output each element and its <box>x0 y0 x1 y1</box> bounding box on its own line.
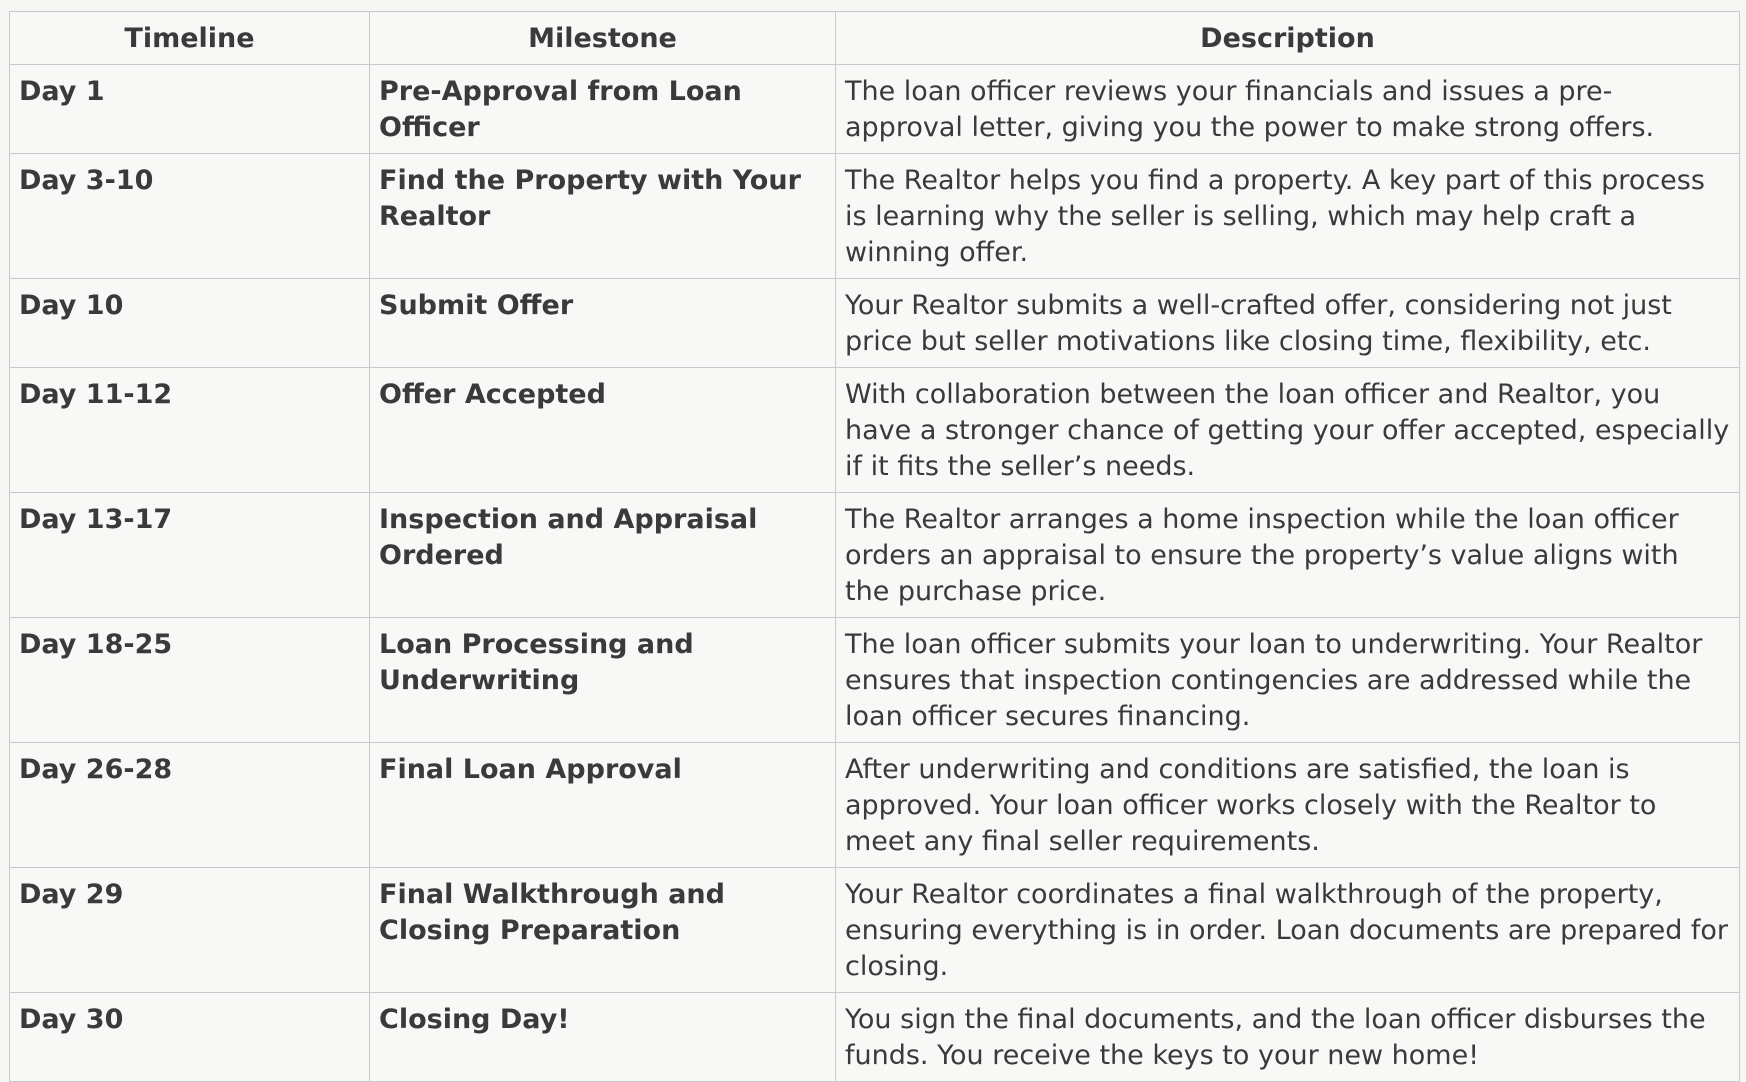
header-description: Description <box>836 12 1740 65</box>
description-cell: Your Realtor coordinates a final walkthrough of the property, ensuring everything is in order. Loan documents are prepared for closing. <box>836 868 1740 993</box>
description-cell: With collaboration between the loan officer and Realtor, you have a stronger chance of getting your offer accepted, especially if it fits the seller’s needs. <box>836 368 1740 493</box>
table-row <box>10 868 1740 993</box>
timeline-cell: Day 26-28 <box>10 743 370 868</box>
description-cell: The loan officer reviews your financials and issues a pre-approval letter, giving you the power to make strong offers. <box>836 65 1740 154</box>
milestone-cell: Final Loan Approval <box>370 743 836 868</box>
description-cell: After underwriting and conditions are satisfied, the loan is approved. Your loan officer works closely with the Realtor to meet any final seller requirements. <box>836 743 1740 868</box>
milestone-cell: Inspection and Appraisal Ordered <box>370 493 836 618</box>
table-row <box>10 279 1740 368</box>
timeline-cell: Day 11-12 <box>10 368 370 493</box>
table-row <box>10 65 1740 154</box>
milestone-cell: Pre-Approval from Loan Officer <box>370 65 836 154</box>
description-cell: The loan officer submits your loan to underwriting. Your Realtor ensures that inspection contingencies are addressed while the loan officer secures financing. <box>836 618 1740 743</box>
table-row <box>10 154 1740 279</box>
milestone-cell: Final Walkthrough and Closing Preparation <box>370 868 836 993</box>
table-body <box>10 65 1740 1082</box>
description-cell: The Realtor helps you find a property. A key part of this process is learning why the seller is selling, which may help craft a winning offer. <box>836 154 1740 279</box>
timeline-cell: Day 1 <box>10 65 370 154</box>
header-milestone: Milestone <box>370 12 836 65</box>
table-header <box>10 12 1740 65</box>
description-cell: The Realtor arranges a home inspection while the loan officer orders an appraisal to ensure the property’s value aligns with the purchase price. <box>836 493 1740 618</box>
milestone-cell: Closing Day! <box>370 993 836 1082</box>
timeline-cell: Day 29 <box>10 868 370 993</box>
header-timeline: Timeline <box>10 12 370 65</box>
timeline-table-container <box>9 11 1739 1082</box>
timeline-cell: Day 13-17 <box>10 493 370 618</box>
milestone-cell: Find the Property with Your Realtor <box>370 154 836 279</box>
table-row <box>10 368 1740 493</box>
milestone-cell: Loan Processing and Underwriting <box>370 618 836 743</box>
timeline-cell: Day 18-25 <box>10 618 370 743</box>
timeline-cell: Day 3-10 <box>10 154 370 279</box>
description-cell: Your Realtor submits a well-crafted offer, considering not just price but seller motivations like closing time, flexibility, etc. <box>836 279 1740 368</box>
header-row <box>10 12 1740 65</box>
table-row <box>10 743 1740 868</box>
milestone-cell: Submit Offer <box>370 279 836 368</box>
table-row <box>10 493 1740 618</box>
table-row <box>10 618 1740 743</box>
timeline-table <box>9 11 1740 1082</box>
table-row <box>10 993 1740 1082</box>
timeline-cell: Day 30 <box>10 993 370 1082</box>
description-cell: You sign the final documents, and the loan officer disburses the funds. You receive the keys to your new home! <box>836 993 1740 1082</box>
milestone-cell: Offer Accepted <box>370 368 836 493</box>
timeline-cell: Day 10 <box>10 279 370 368</box>
